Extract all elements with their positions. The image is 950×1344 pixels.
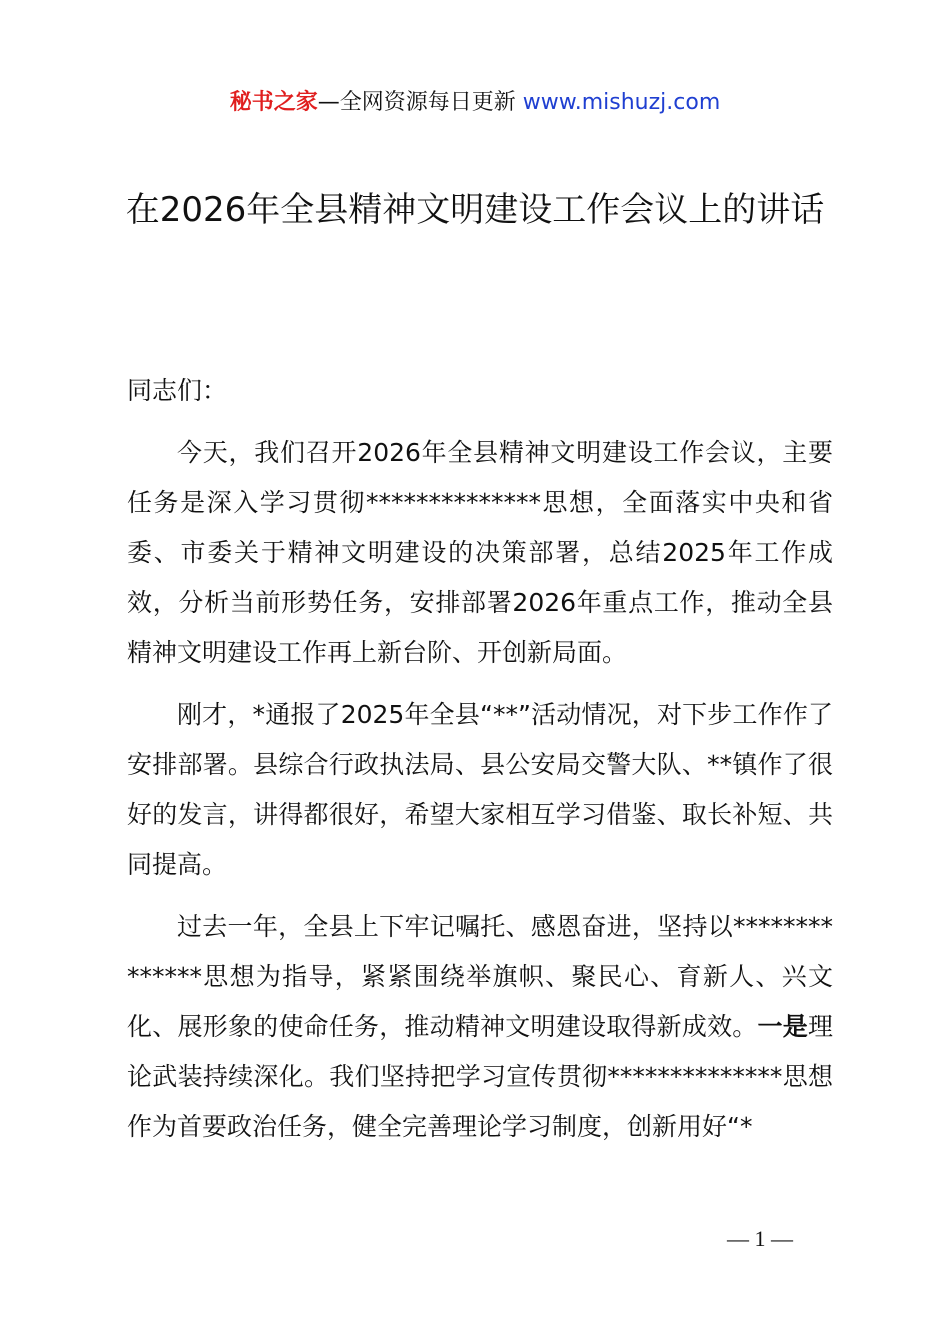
paragraph-2: 刚才，*通报了2025年全县“**”活动情况，对下步工作作了安排部署。县综合行政执法局、县公安局交警大队、**镇作了很好的发言，讲得都很好，希望大家相互学习借鉴、取长补短、共同提高。 <box>127 700 833 879</box>
site-tagline: —全网资源每日更新 <box>317 90 523 115</box>
paragraph-3-continuation: 理论武装持续深化。我们坚持把学习宣传贯彻**************思想作为首要政治任务，健全完善理论学习制度，创新用好“* <box>127 1012 833 1141</box>
page-number: — 1 — <box>727 1226 793 1251</box>
site-brand: 秘书之家 <box>229 90 318 115</box>
paragraph-3-text: 过去一年，全县上下牢记嘱托、感恩奋进，坚持以**************思想为指导，紧紧围绕举旗帜、聚民心、育新人、兴文化、展形象的使命任务，推动精神文明建设取得新成效。 <box>127 912 833 1041</box>
paragraph-1: 今天，我们召开2026年全县精神文明建设工作会议，主要任务是深入学习贯彻**************思想，全面落实中央和省委、市委关于精神文明建设的决策部署，总结2025年工作成效，分析当前形势任务，安排部署2026年重点工作，推动全县精神文明建设工作再上新台阶、开创新局面。 <box>127 438 833 667</box>
bold-lead-marker: 一是 <box>757 1012 808 1041</box>
site-url-link[interactable]: www.mishuzj.com <box>522 90 721 115</box>
salutation: 同志们： <box>127 376 228 405</box>
document-body <box>127 366 833 1164</box>
site-header <box>0 86 950 120</box>
paragraph-3 <box>127 902 833 1152</box>
document-title: 在2026年全县精神文明建设工作会议上的讲话 <box>125 190 825 230</box>
